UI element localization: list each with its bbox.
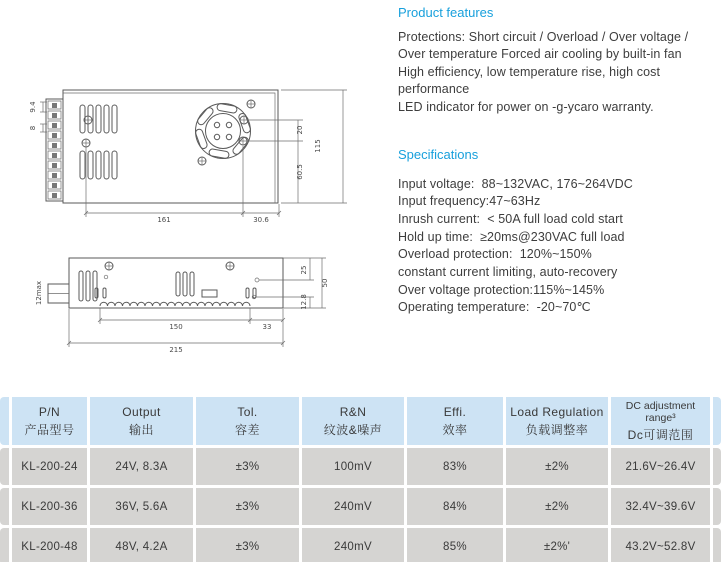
spec-line: Input frequency:47~63Hz xyxy=(398,194,541,209)
model-spec-table xyxy=(0,397,721,562)
feature-line: LED indicator for power on -g-ycaro warranty. xyxy=(398,99,654,114)
feature-line: Over temperature Forced air cooling by built-in fan xyxy=(398,47,682,61)
table-cell-dc-range: 21.6V~26.4V xyxy=(611,448,710,485)
table-cell-ripple-noise: 240mV xyxy=(302,528,404,562)
dimension-label: 25 xyxy=(300,265,308,275)
table-cell-output: 48V, 4.2A xyxy=(90,528,193,562)
dimension-label: 8 xyxy=(29,125,37,131)
table-edge-strip xyxy=(0,397,9,445)
feature-line: performance xyxy=(398,82,470,96)
spec-line: Overload protection: 120%~150% xyxy=(398,247,592,262)
col-header-tolerance: Tol. 容差 xyxy=(196,397,299,445)
top-view-drawing xyxy=(25,80,350,230)
col-header-pn: P/N 产品型号 xyxy=(12,397,87,445)
spec-line: Over voltage protection:115%~145% xyxy=(398,282,605,297)
dimension-label: 12max xyxy=(35,280,43,306)
table-cell-efficiency: 83% xyxy=(407,448,503,485)
specifications-title: Specifications xyxy=(398,147,479,162)
table-edge-strip xyxy=(713,528,721,562)
col-header-output: Output 输出 xyxy=(90,397,193,445)
dimension-label: 215 xyxy=(169,346,183,354)
table-edge-strip xyxy=(713,488,721,525)
table-cell-dc-range: 43.2V~52.8V xyxy=(611,528,710,562)
table-cell-efficiency: 84% xyxy=(407,488,503,525)
spec-line: Inrush current: < 50A full load cold start xyxy=(398,211,623,226)
table-edge-strip xyxy=(0,528,9,562)
table-edge-strip xyxy=(0,448,9,485)
dimension-label: 60.5 xyxy=(296,164,304,180)
dimension-label: 115 xyxy=(314,139,322,153)
feature-line: Protections: Short circuit / Overload / Over voltage / xyxy=(398,29,689,44)
table-cell-load-regulation: ±2% xyxy=(506,448,608,485)
product-features-section xyxy=(398,4,720,116)
spec-line: Input voltage: 88~132VAC, 176~264VDC xyxy=(398,176,633,191)
table-edge-strip xyxy=(0,488,9,525)
product-features-title: Product features xyxy=(398,5,494,20)
table-cell-output: 24V, 8.3A xyxy=(90,448,193,485)
table-cell-pn: KL-200-48 xyxy=(12,528,87,562)
dimension-label: 20 xyxy=(296,125,304,135)
col-header-ripple-noise: R&N 纹波&噪声 xyxy=(302,397,404,445)
table-cell-output: 36V, 5.6A xyxy=(90,488,193,525)
dimension-label: 33 xyxy=(262,323,272,331)
specifications-section xyxy=(398,146,720,317)
scallop-vents xyxy=(100,302,250,306)
vent-slots xyxy=(80,105,117,179)
table-cell-efficiency: 85% xyxy=(407,528,503,562)
dimension-label: 9.4 xyxy=(29,101,37,113)
table-cell-ripple-noise: 100mV xyxy=(302,448,404,485)
col-header-dc-adjustment-range: DC adjustment range³ Dc可调范围 xyxy=(611,397,710,445)
table-cell-pn: KL-200-24 xyxy=(12,448,87,485)
spec-line: constant current limiting, auto-recovery xyxy=(398,265,618,280)
spec-line: Hold up time: ≥20ms@230VAC full load xyxy=(398,229,625,244)
terminal-block xyxy=(46,99,63,201)
dimension-label: 30.6 xyxy=(253,216,269,224)
table-cell-load-regulation: ±2%' xyxy=(506,528,608,562)
dimension-label: 150 xyxy=(169,323,183,331)
table-edge-strip xyxy=(713,448,721,485)
spec-line: Operating temperature: -20~70℃ xyxy=(398,300,591,315)
table-cell-pn: KL-200-36 xyxy=(12,488,87,525)
table-cell-ripple-noise: 240mV xyxy=(302,488,404,525)
dimension-label: 161 xyxy=(157,216,171,224)
table-cell-tolerance: ±3% xyxy=(196,488,299,525)
table-edge-strip xyxy=(713,397,721,445)
side-view-drawing xyxy=(25,243,350,363)
dimension-label: 50 xyxy=(321,278,329,288)
table-cell-tolerance: ±3% xyxy=(196,528,299,562)
feature-line: High efficiency, low temperature rise, high cost xyxy=(398,64,661,79)
side-vent-slots xyxy=(79,271,256,306)
table-cell-tolerance: ±3% xyxy=(196,448,299,485)
col-header-load-regulation: Load Regulation 负载调整率 xyxy=(506,397,608,445)
top-view-dimensions xyxy=(29,90,347,224)
table-cell-dc-range: 32.4V~39.6V xyxy=(611,488,710,525)
col-header-efficiency: Effi. 效率 xyxy=(407,397,503,445)
dimension-label: 12.8 xyxy=(300,294,308,310)
side-screw-icons xyxy=(104,262,259,299)
table-cell-load-regulation: ±2% xyxy=(506,488,608,525)
